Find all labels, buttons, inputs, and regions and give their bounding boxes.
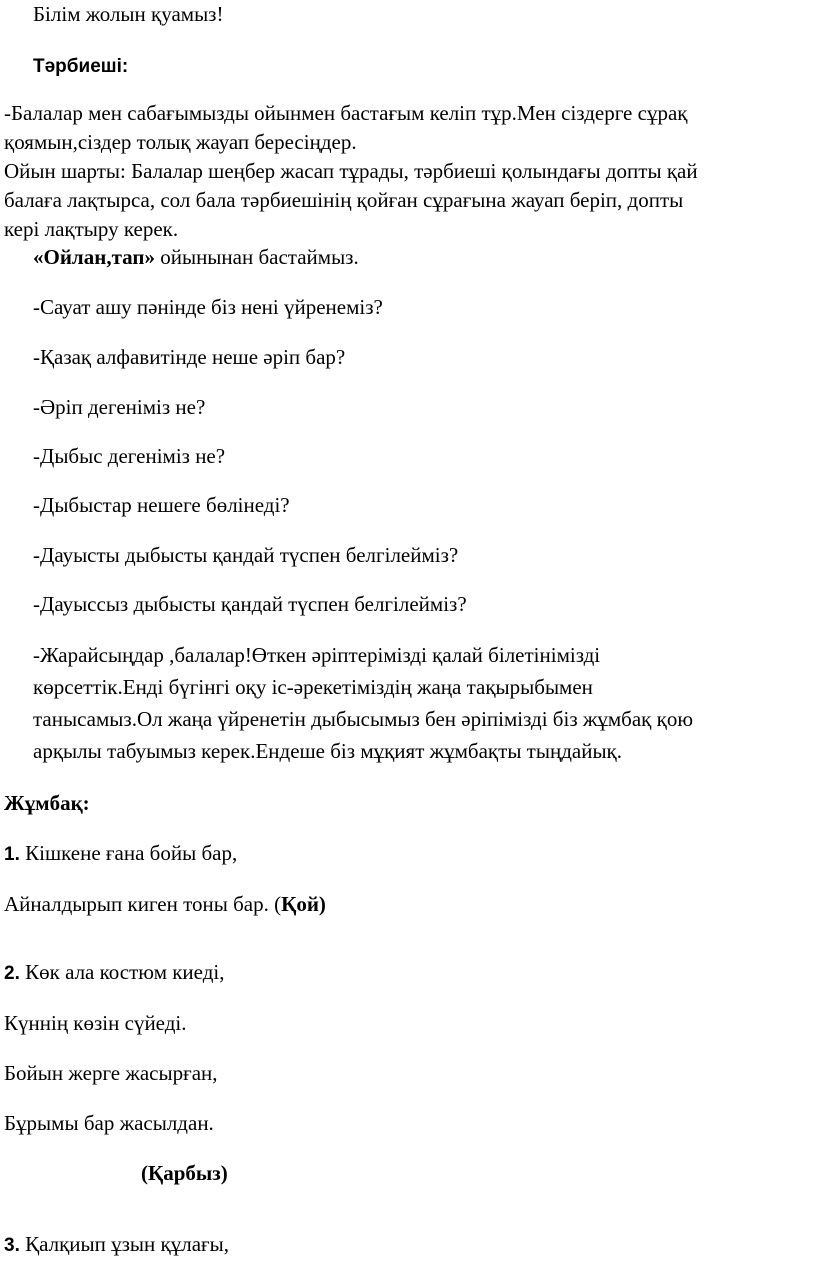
riddle-3-number: 3. — [4, 1235, 20, 1256]
greeting: Білім жолын қуамыз! — [33, 2, 224, 26]
intro-line-1: -Балалар мен сабағымызды ойынмен бастағым келіп тұр.Мен сіздерге сұрақ — [4, 101, 688, 125]
riddle-2-line-3: Бойын жерге жасырған, — [4, 1061, 218, 1085]
riddle-1-answer: Қой) — [281, 892, 326, 916]
closing-line-3: танысамыз.Ол жаңа үйренетін дыбысымыз бен әріпімізді біз жұмбақ қою — [33, 707, 694, 731]
riddle-2-number: 2. — [4, 963, 20, 984]
rules-line-3: кері лақтыру керек. — [4, 217, 179, 241]
game-start-text: ойынынан бастаймыз. — [154, 245, 359, 269]
closing-line-4: арқылы табуымыз керек.Ендеше біз мұқият жұмбақты тыңдайық. — [33, 739, 623, 763]
question-4: -Дыбыс дегеніміз не? — [33, 444, 226, 468]
game-name: «Ойлан,тап» — [33, 245, 155, 269]
rules-line-2: балаға лақтырса, сол бала тәрбиешінің қойған сұрағына жауап беріп, допты — [4, 188, 684, 212]
riddles-heading: Жұмбақ: — [4, 791, 90, 815]
intro-line-2: қоямын,сіздер толық жауап бересіңдер. — [4, 130, 357, 154]
riddle-2-text: Көк ала костюм киеді, — [19, 960, 225, 984]
riddle-1-line-1 — [4, 843, 237, 864]
closing-line-2: көрсеттік.Енді бүгінгі оқу іс-әрекетіміздің жаңа тақырыбымен — [33, 675, 593, 699]
riddle-3-text: Қалқиып ұзын құлағы, — [19, 1232, 230, 1256]
rules-line-1: Ойын шарты: Балалар шеңбер жасап тұрады, тәрбиеші қолындағы допты қай — [4, 159, 698, 183]
riddle-2-line-4: Бұрымы бар жасылдан. — [4, 1111, 214, 1135]
question-2: -Қазақ алфавитінде неше әріп бар? — [33, 345, 346, 369]
riddle-3-line-1 — [4, 1234, 229, 1255]
riddle-1-line-2 — [4, 894, 326, 915]
question-5: -Дыбыстар нешеге бөлінеді? — [33, 493, 290, 517]
riddle-2-answer: (Қарбыз) — [141, 1161, 228, 1185]
question-6: -Дауысты дыбысты қандай түспен белгілейміз? — [33, 543, 459, 567]
riddle-1-number: 1. — [4, 844, 20, 865]
riddle-2-line-1 — [4, 962, 225, 983]
closing-line-1: -Жарайсыңдар ,балалар!Өткен әріптерімізді қалай білетінімізді — [33, 643, 601, 667]
teacher-label: Тәрбиеші: — [33, 56, 129, 77]
question-1: -Сауат ашу пәнінде біз нені үйренеміз? — [33, 295, 383, 319]
question-3: -Әріп дегеніміз не? — [33, 395, 206, 419]
question-7: -Дауыссыз дыбысты қандай түспен белгілейміз? — [33, 592, 467, 616]
riddle-1-line-2-text: Айналдырып киген тоны бар. ( — [4, 892, 282, 916]
riddle-2-line-2: Күннің көзін сүйеді. — [4, 1011, 187, 1035]
riddle-1-text: Кішкене ғана бойы бар, — [19, 841, 238, 865]
game-intro — [33, 247, 359, 268]
